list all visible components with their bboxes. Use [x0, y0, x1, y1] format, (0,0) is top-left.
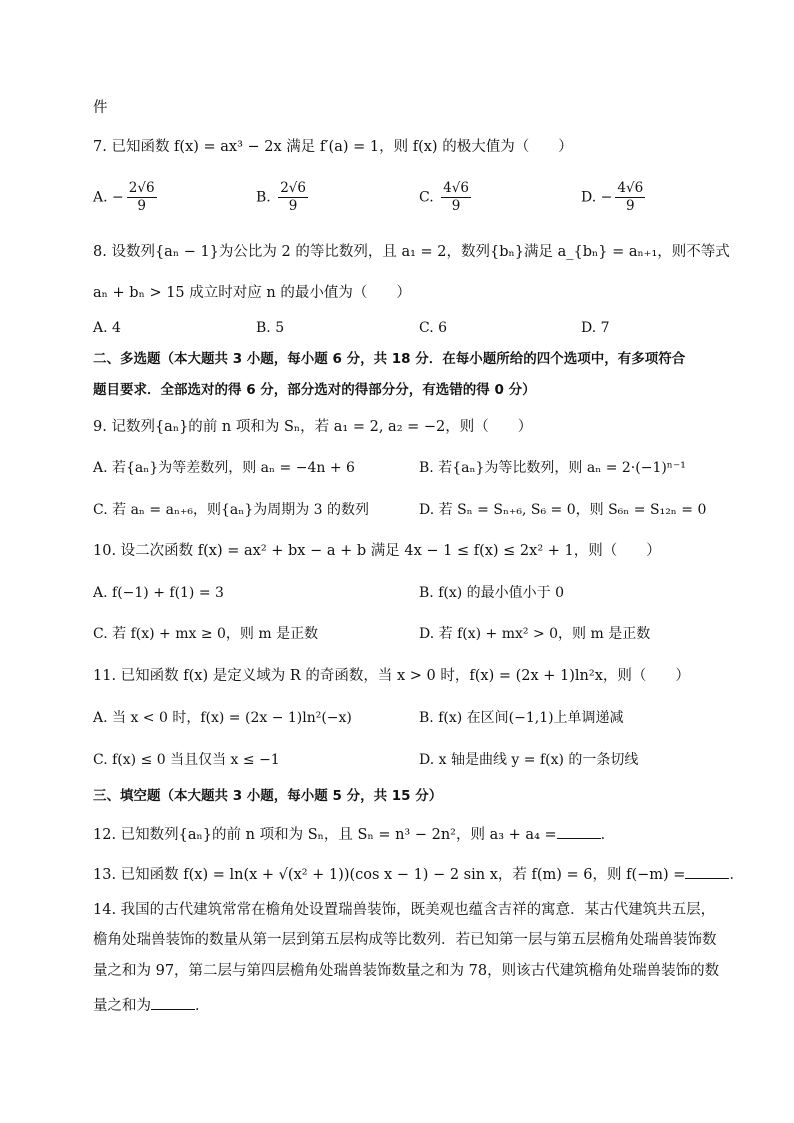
question-10: 10. 设二次函数 f(x) = ax² + bx − a + b 满足 4x − 1 ≤ f(x) ≤ 2x² + 1，则（ ） [93, 543, 661, 559]
fraction-denominator: 9 [625, 198, 635, 214]
question-14-line-2: 檐角处瑞兽装饰的数量从第一层到第五层构成等比数列．若已知第一层与第五层檐角处瑞兽装饰数 [93, 932, 717, 948]
question-12 [93, 824, 615, 845]
fraction [441, 180, 471, 215]
q7-option-c [419, 180, 474, 215]
fraction [127, 180, 157, 215]
q9-option-b: B. 若{aₙ}为等比数列，则 aₙ = 2·(−1)ⁿ⁻¹ [419, 460, 686, 476]
question-9: 9. 记数列{aₙ}的前 n 项和为 Sₙ，若 a₁ = 2, a₂ = −2，则（ ） [93, 419, 533, 435]
question-14-text: 量之和为 [93, 998, 151, 1014]
option-sign: − [600, 189, 613, 206]
q10-option-a: A. f(−1) + f(1) = 3 [93, 585, 224, 601]
option-sign: − [112, 189, 124, 206]
section-2-heading-line-2: 题目要求．全部选对的得 6 分，部分选对的得部分分，有选错的得 0 分） [93, 382, 536, 398]
fraction-numerator: 4√6 [617, 180, 644, 196]
q11-option-b: B. f(x) 在区间(−1,1)上单调递减 [419, 710, 624, 726]
fraction-denominator: 9 [288, 198, 298, 214]
fraction [278, 180, 308, 215]
q10-option-d: D. 若 f(x) + mx² > 0，则 m 是正数 [419, 626, 651, 642]
q11-option-d: D. x 轴是曲线 y = f(x) 的一条切线 [419, 752, 639, 768]
question-14-end: ． [195, 998, 210, 1014]
q7-option-a [93, 180, 160, 215]
fraction-numerator: 2√6 [280, 180, 306, 196]
question-13-text: 13. 已知函数 f(x) = ln(x + √(x² + 1))(cos x − 1) − 2 sin x，若 f(m) = 6，则 f(−m) = [93, 867, 686, 883]
fraction-numerator: 4√6 [443, 180, 469, 196]
answer-blank [557, 824, 601, 839]
q7-option-d [581, 180, 648, 215]
answer-blank [151, 995, 195, 1010]
q8-option-a: A. 4 [93, 320, 121, 336]
option-label: B. [256, 189, 271, 206]
q8-option-d: D. 7 [581, 320, 610, 336]
q7-option-b [256, 180, 311, 215]
option-label: C. [419, 189, 434, 206]
q8-option-b: B. 5 [256, 320, 285, 336]
continuation-text: 件 [93, 100, 108, 116]
section-2-heading-line-1: 二、多选题（本大题共 3 小题，每小题 6 分，共 18 分．在每小题所给的四个选项中，有多项符合 [93, 351, 686, 367]
option-label: D. [581, 189, 597, 206]
question-14-line-3: 量之和为 97，第二层与第四层檐角处瑞兽装饰数量之和为 78，则该古代建筑檐角处瑞兽装饰的数 [93, 963, 720, 979]
answer-blank [685, 864, 729, 879]
fraction-denominator: 9 [137, 198, 146, 214]
q11-option-c: C. f(x) ≤ 0 当且仅当 x ≤ −1 [93, 752, 280, 768]
question-12-end: ． [600, 827, 616, 843]
option-label: A. [93, 189, 108, 206]
question-7: 7. 已知函数 f(x) = ax³ − 2x 满足 f′(a) = 1，则 f(x) 的极大值为（ ） [93, 139, 573, 155]
fraction-numerator: 2√6 [128, 180, 155, 196]
fraction [615, 180, 645, 215]
question-14-line-1: 14. 我国的古代建筑常常在檐角处设置瑞兽装饰，既美观也蕴含吉祥的寓意．某古代建筑共五层， [93, 902, 716, 918]
question-12-text: 12. 已知数列{aₙ}的前 n 项和为 Sₙ，且 Sₙ = n³ − 2n²，则 a₃ + a₄ = [93, 827, 557, 843]
section-3-heading: 三、填空题（本大题共 3 小题，每小题 5 分，共 15 分） [93, 788, 443, 804]
question-13 [93, 864, 744, 885]
question-13-end: ． [729, 867, 744, 883]
q8-option-c: C. 6 [419, 320, 448, 336]
question-8-line-1: 8. 设数列{aₙ − 1}为公比为 2 的等比数列，且 a₁ = 2，数列{bₙ}满足 a_{bₙ} = aₙ₊₁，则不等式 [93, 244, 730, 260]
q10-option-c: C. 若 f(x) + mx ≥ 0，则 m 是正数 [93, 626, 319, 642]
q9-option-a: A. 若{aₙ}为等差数列，则 aₙ = −4n + 6 [93, 460, 355, 476]
question-14-line-4 [93, 995, 210, 1016]
question-8-line-2: aₙ + bₙ > 15 成立时对应 n 的最小值为（ ） [93, 285, 411, 301]
fraction-denominator: 9 [451, 198, 461, 214]
q9-option-c: C. 若 aₙ = aₙ₊₆，则{aₙ}为周期为 3 的数列 [93, 502, 370, 518]
question-11: 11. 已知函数 f(x) 是定义域为 R 的奇函数，当 x > 0 时，f(x) = (2x + 1)ln²x，则（ ） [93, 668, 690, 684]
q11-option-a: A. 当 x < 0 时，f(x) = (2x − 1)ln²(−x) [93, 710, 352, 726]
q9-option-d: D. 若 Sₙ = Sₙ₊₆, S₆ = 0，则 S₆ₙ = S₁₂ₙ = 0 [419, 502, 707, 518]
q10-option-b: B. f(x) 的最小值小于 0 [419, 585, 564, 601]
